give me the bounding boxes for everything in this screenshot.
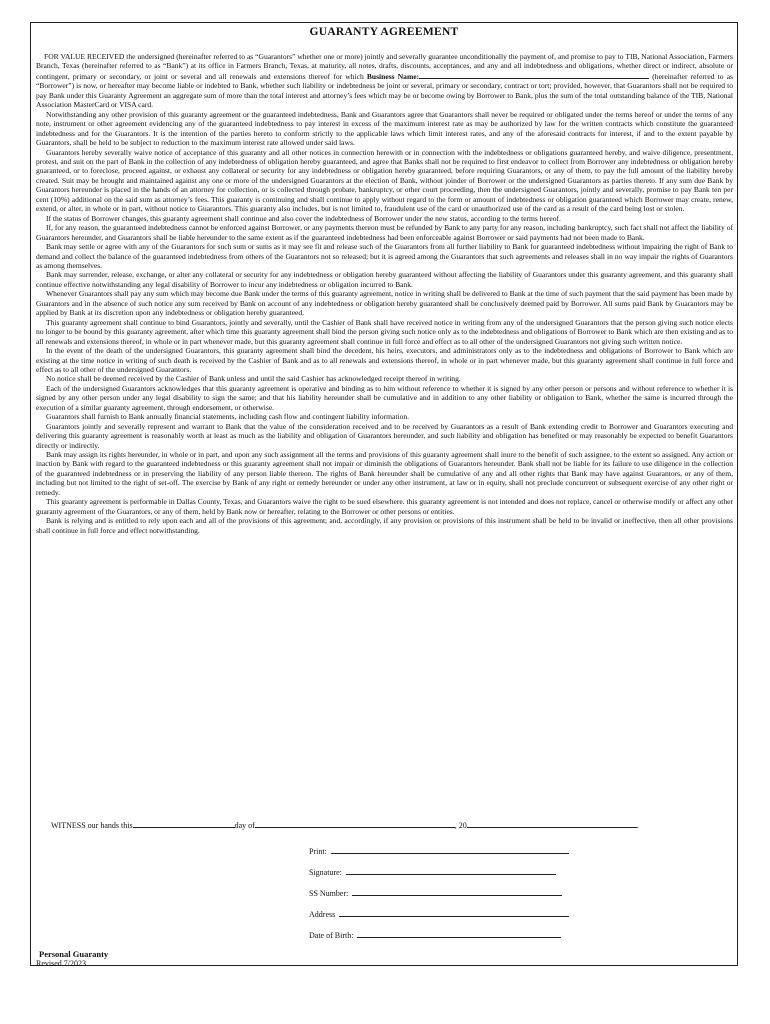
ssn-label: SS Number: — [309, 889, 349, 898]
agreement-paragraph — [36, 422, 733, 450]
paragraph-text: Guarantors shall furnish to Bank annually financial statements, including cash flow and contingent liability information. — [46, 412, 410, 422]
signature-row — [309, 866, 556, 877]
witness-period: . — [636, 821, 639, 830]
ssn-row — [309, 887, 562, 898]
paragraph-text: Notwithstanding any other provision of this guaranty agreement or the guaranteed indebtedness, Bank and Guarantors agree that Guarantors shall never be required or obligated under the terms hereof or under the terms of any note, instrument or other agreement evidencing any of the guaranteed indebtedness to pay interest in excess of the maximum interest rate as may be authorized by law for the written contracts which constitute the guaranteed indebtedness and for the Guarantors. It is the intention of the parties hereto to conform strictly to the applicable laws which limit interest rates, and any of the aforesaid contracts for interest, if and to the extent payable by Guarantors, shall be held to be subject to reduction to the maximum interest rate allowed under said laws. — [36, 109, 733, 148]
paragraph-text: Each of the undersigned Guarantors acknowledges that this guaranty agreement is operative and binding as to him without reference to whether it is signed by any other person or persons and without reference to whether it is signed by any other person under any legal disability to sign the same; and that his liability hereunder shall be cumulative and in addition to any other liability or obligation to Bank, whether the same is incurred through the execution of a similar guaranty agreement, through endorsement, or otherwise. — [36, 383, 733, 412]
paragraph-text: Bank may surrender, release, exchange, or alter any collateral or security for any indebtedness or obligation hereby guaranteed without affecting the liability of Guarantors under this guaranty agreement, and this guaranty shall continue effective notwithstanding any legal disability of Borrower to incur any indebtedness or obligation incurred to Bank. — [36, 270, 733, 289]
paragraph-text: If, for any reason, the guaranteed indebtedness cannot be enforced against Borrower, or any payments thereon must be refunded by Bank to any party for any reason, including bankruptcy, such fact shall not affect the liability of Guarantors hereunder, and Guarantors shall be liable hereunder to the same extent as if the guaranteed indebtedness had been enforceable against Borrower or said payments had not been made to Bank. — [36, 223, 733, 242]
agreement-paragraph — [36, 374, 733, 383]
print-name-row — [309, 845, 569, 856]
paragraph-text: (hereinafter referred to as “Borrower”) is now, or hereafter may become liable or indebted to Bank, whether such liability or indebtedness be joint or several, primary or secondary, contract or tort; provided, however, that Guarantors shall not be required to pay Bank under this Guaranty Agreement an aggregate sum of more than the total interest and attorney’s fees which may be or become owing by Borrower to Bank, plus the sum of the total outstanding balance of the TIB, National Association MasterCard or VISA card. — [36, 71, 733, 110]
witness-year-prefix: , 20 — [454, 821, 467, 830]
paragraph-text: In the event of the death of the undersigned Guarantors, this guaranty agreement shall bind the decedent, his heirs, executors, and administrators only as to the indebtedness and obligations of Borrower to Bank which are existing at the time notice in writing of such death is received by the Cashier of Bank and as to all renewals and extensions thereof, in whole or in part whenever made, but this guaranty agreement shall continue in full force and effect as to all other of the undersigned Guarantors. — [36, 346, 733, 374]
witness-day-of-text: day of — [234, 821, 255, 830]
paragraph-text: Bank is relying and is entitled to rely upon each and all of the provisions of this agreement; and, accordingly, if any provision or provisions of this instrument shall be held to be invalid or ineffective, then all other provisions shall continue in full force and effect notwithstanding. — [36, 516, 733, 535]
address-row — [309, 908, 569, 919]
agreement-paragraph — [36, 214, 733, 223]
witness-month-field[interactable] — [255, 820, 455, 828]
agreement-paragraph — [36, 497, 733, 516]
witness-year-field[interactable] — [467, 820, 637, 828]
agreement-paragraph — [36, 242, 733, 270]
print-name-field[interactable] — [331, 845, 569, 854]
business-name-field[interactable] — [419, 71, 649, 79]
agreement-paragraph — [36, 289, 733, 317]
signature-label: Signature: — [309, 868, 342, 877]
paragraph-text: Bank may assign its rights hereunder, in whole or in part, and upon any such assignment all the terms and provisions of this guaranty agreement shall inure to the benefit of such assignee, to the extent so assigned. Any action or inaction by Bank with regard to the guaranteed indebtedness or this guaranty agreement shall not impair or diminish the obligations of Guarantors hereunder. Bank shall not be liable for its failure to use diligence in the collection of the guaranteed indebtedness or in preserving the liability of any person liable thereon. The rights of Bank hereunder shall be cumulative of any and all other rights that Bank may have against Guarantors, or any of them, including but not limited to the right of set-off. The exercise by Bank of any right or remedy hereunder or under any other instrument, at law or in equity, shall not preclude concurrent or subsequent exercise of any other right or remedy. — [36, 450, 733, 497]
dob-label: Date of Birth: — [309, 931, 354, 940]
agreement-paragraph — [36, 450, 733, 497]
paragraph-text: FOR VALUE RECEIVED the undersigned (hereinafter referred to as “Guarantors” whether one or more) jointly and severally guarantee unconditionally the payment of, and promise to pay to TIB, National Association, Farmers Branch, Texas (hereinafter referred to as “Bank”) at its office in Farmers Branch, Texas, at maturity, all notes, drafts, discounts, acceptances, and any and all indebtedness and obligations, whether direct or indirect, absolute or contingent, primary or secondary, or joint or several and all renewals and extensions thereof for which — [36, 52, 733, 81]
agreement-paragraph — [36, 346, 733, 374]
paragraph-text: No notice shall be deemed received by the Cashier of Bank unless and until the said Cashier has acknowledged receipt thereof in writing. — [46, 374, 461, 384]
paragraph-text: Guarantors hereby severally waive notice of acceptance of this guaranty and all other notices in connection herewith or in connection with the indebtedness or obligations guaranteed hereby, and waive diligence, presentment, protest, and suit on the part of Bank in the collection of any indebtedness of obligation hereby guaranteed, and agree that Banks shall not be required to first endeavor to collect from Borrower any indebtedness or obligation hereby guaranteed, or to foreclose, proceed against, or exhaust any collateral or security for any indebtedness or obligation hereby guaranteed, before requiring Guarantors, or any of them, to pay the full amount of the liability hereby created. Suit may be brought and maintained against any one or more of the undersigned Guarantors at the election of Bank, without joinder of Borrower or the undersigned Guarantors as parties thereto. If any sum due Bank by Guarantors hereunder is placed in the hands of an attorney for collection, or is collected through probate, bankruptcy, or other court proceeding, then the undersigned Guarantors, jointly and severally, promise to pay Bank ten per cent (10%) additional on the said sum as attorney’s fees. This guaranty is continuing and shall continue to apply without regard to the form or amount of indebtedness or obligation guaranteed which Borrower may create, renew, extend, or alter, in whole or in part, without notice to Guarantors. This guaranty also includes, but is not limited to, fraudulent use of the card or unauthorized use of the card as a result of the card being lost or stolen. — [36, 147, 733, 214]
agreement-paragraph — [36, 412, 733, 421]
guaranty-agreement-page — [30, 22, 738, 966]
agreement-paragraph — [36, 270, 733, 289]
witness-text: WITNESS our hands this — [51, 821, 133, 830]
agreement-paragraph — [36, 384, 733, 412]
agreement-paragraph — [36, 110, 733, 148]
agreement-body — [31, 52, 737, 535]
paragraph-text: Whenever Guarantors shall pay any sum which may become due Bank under the terms of this guaranty agreement, notice in writing shall be delivered to Bank at the time of such payment that the said payment has been made by Guarantors and in the absence of such notice any sum received by Bank on account of any indebtedness or obligation hereby guaranteed shall be conclusively deemed paid by Borrower. All sums paid Bank by Guarantors may be applied by Bank at its discretion upon any indebtedness or obligation hereby guaranteed. — [36, 289, 733, 318]
agreement-paragraph — [36, 318, 733, 346]
dob-row — [309, 929, 561, 940]
print-label: Print: — [309, 847, 327, 856]
paragraph-text: Guarantors jointly and severally represent and warrant to Bank that the value of the consideration received and to be received by Guarantors as a result of Bank extending credit to Borrower and Guarantors executing and delivering this guaranty agreement is reasonably worth at least as much as the liability and obligation of Guarantors hereunder, and such liability and obligation has benefited or may reasonably be expected to benefit Guarantors directly or indirectly. — [36, 421, 733, 450]
signature-field[interactable] — [346, 866, 556, 875]
paragraph-text: This guaranty agreement is performable in Dallas County, Texas, and Guarantors waive the right to be sued elsewhere. this guaranty agreement is not intended and does not replace, cancel or otherwise modify or affect any other guaranty agreement of the Guarantors, or any of them, held by Bank now or hereafter, relating to the Borrower or other persons or entities. — [36, 497, 733, 516]
business-name-label: Business Name: — [366, 71, 420, 81]
dob-field[interactable] — [357, 929, 561, 938]
witness-day-field[interactable] — [133, 820, 235, 828]
agreement-paragraph — [36, 148, 733, 214]
agreement-paragraph — [36, 52, 733, 110]
paragraph-text: If the status of Borrower changes, this guaranty agreement shall continue and also cover the indebtedness of Borrower under the new status, according to the terms hereof. — [46, 213, 561, 223]
footer-revision: Revised 7/2023 — [36, 959, 86, 968]
paragraph-text: This guaranty agreement shall continue to bind Guarantors, jointly and severally, until the Cashier of Bank shall have received notice in writing from any of the undersigned Guarantors that the person giving such notice elects no longer to be bound by this guaranty agreement, after which time this guaranty agreement shall bind the person giving such notice only as to the indebtedness and obligations of Borrower to Bank which are then existing and as to all renewals and extensions thereof, in whole or in part whenever made, but this guaranty agreement shall continue in full force and effect as to all other of the undersigned Guarantors not giving such written notice. — [36, 317, 733, 346]
agreement-paragraph — [36, 223, 733, 242]
ssn-field[interactable] — [352, 887, 562, 896]
witness-line — [51, 820, 741, 830]
paragraph-text: Bank may settle or agree with any of the Guarantors for such sum or sums as it may see fit and release such of the Guarantors from all further liability to Bank for guaranteed indebtedness without impairing the right of Bank to demand and collect the balance of the guaranteed indebtedness from others of the Guarantors not so released; but it is agreed among the Guarantors that such agreements and releases shall in no way impair the rights of Guarantors as among themselves. — [36, 242, 733, 270]
footer-form-name: Personal Guaranty — [39, 949, 109, 959]
address-field[interactable] — [339, 908, 569, 917]
address-label: Address — [309, 910, 336, 919]
agreement-paragraph — [36, 516, 733, 535]
document-title: GUARANTY AGREEMENT — [309, 26, 459, 38]
